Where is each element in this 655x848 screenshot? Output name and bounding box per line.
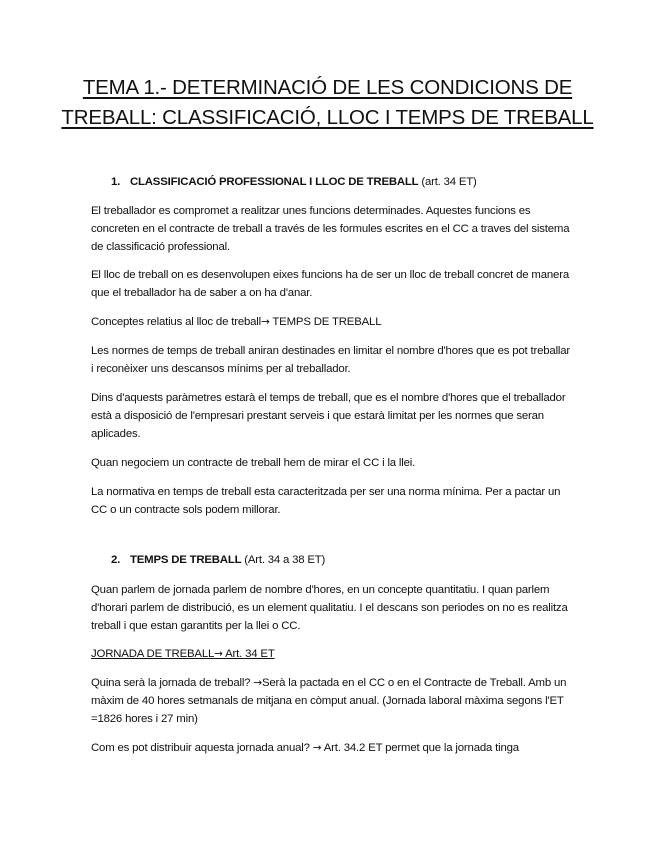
question-1: Quina serà la jornada de treball? [91,677,254,689]
section-2-number: 2. [111,554,121,566]
subheading-text: JORNADA DE TREBALL [91,648,215,660]
paragraph: Dins d'aquests paràmetres estarà el temps de treball, que es el nombre d'hores que el treballador està a disposició de l'empresari prestant serveis i que estarà limitat per les normes que seran aplicades. [91,392,566,441]
paragraph-q1 [91,674,573,729]
section-1-ref: (art. 34 ET) [418,176,477,188]
question-2: Com es pot distribuir aquesta jornada anual? [91,742,313,754]
section-2-ref: (Art. 34 a 38 ET) [241,554,326,566]
section-2-title: TEMPS DE TREBALL [130,554,242,566]
section-1-title: CLASSIFICACIÓ PROFESSIONAL I LLOC DE TREBALL [130,176,419,188]
section-1-heading [111,173,477,191]
paragraph-q2 [91,739,573,757]
arrow-right-icon: → [253,677,262,689]
paragraph: El treballador es compromet a realitzar unes funcions determinades. Aquestes funcions es concreten en el contracte de treball a través de les formules escrites en el CC a traves del sistema de classificació professional. [91,205,570,254]
title-line-1: TEMA 1.- DETERMINACIÓ DE LES CONDICIONS DE [82,76,573,99]
paragraph: Quan negociem un contracte de treball hem de mirar el CC i la llei. [91,457,416,469]
arrow-right-icon: → [214,648,223,660]
arrow-right-icon: → [261,316,270,328]
section-1-number: 1. [111,176,121,188]
paragraph: La normativa en temps de treball esta caracteritzada per ser una norma mínima. Per a pactar un CC o un contracte sols podem millorar. [91,486,561,517]
paragraph-concepts [91,313,573,331]
concepts-text: Conceptes relatius al lloc de treball [91,316,261,328]
arrow-right-icon: → [312,742,322,754]
subheading-jornada [91,645,573,663]
title-line-2: TREBALL: CLASSIFICACIÓ, LLOC I TEMPS DE TREBALL [61,106,594,129]
paragraph: Quan parlem de jornada parlem de nombre d'hores, en un concepte quantitatiu. I quan parlem d'horari parlem de distribució, es un element qualitatiu. I el descans son periodes on no es realitza treball i que estan garantits per la llei o CC. [91,584,568,633]
section-2-heading [111,551,325,569]
subheading-ref: Art. 34 ET [222,648,275,660]
answer-2: Art. 34.2 ET permet que la jornada tinga [321,742,519,754]
concepts-target: TEMPS DE TREBALL [272,316,382,328]
paragraph: Les normes de temps de treball aniran destinades en limitar el nombre d'hores que es pot treballar i reconèixer uns descansos mínims per al treballador. [91,345,571,376]
paragraph: El lloc de treball on es desenvolupen eixes funcions ha de ser un lloc de treball concret de manera que el treballador ha de saber a on ha d'anar. [91,269,569,300]
answer-1: Serà la pactada en el CC o en el Contracte de Treball. Amb un màxim de 40 hores setmanals de mitjana en còmput anual. (Jornada laboral màxima segons l'ET =1826 hores i 27 min) [91,677,567,726]
page-title [60,73,595,133]
